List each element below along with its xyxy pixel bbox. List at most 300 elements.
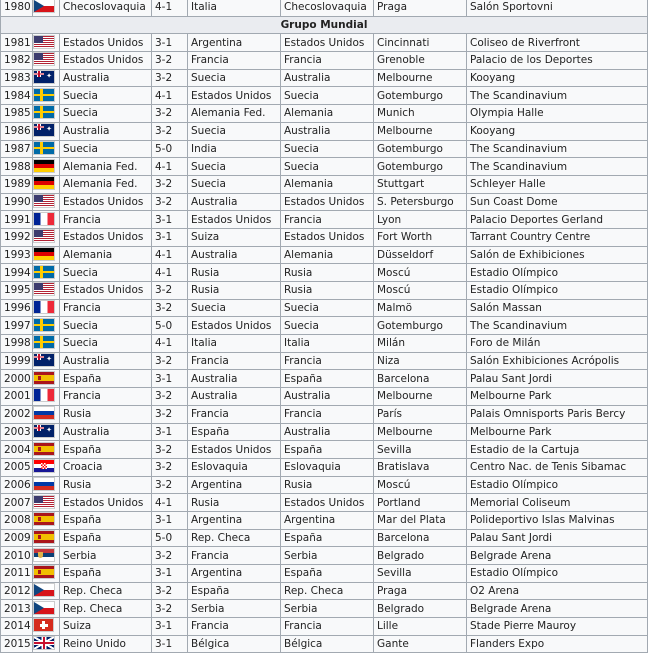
runner-up-cell: Australia bbox=[188, 246, 281, 264]
winner-cell: Alemania bbox=[60, 246, 152, 264]
score-cell: 4-1 bbox=[152, 335, 188, 353]
table-row bbox=[1, 282, 648, 300]
venue-country-cell: Bélgica bbox=[281, 635, 374, 653]
score-cell: 4-1 bbox=[152, 264, 188, 282]
year-cell: 1980 bbox=[1, 0, 33, 16]
flag-cell bbox=[33, 388, 60, 406]
winner-cell: España bbox=[60, 565, 152, 583]
country-flag-icon bbox=[34, 160, 54, 172]
country-flag-icon bbox=[34, 177, 54, 189]
city-cell: Lyon bbox=[374, 211, 467, 229]
venue-country-cell: Rusia bbox=[281, 282, 374, 300]
runner-up-cell: Francia bbox=[188, 405, 281, 423]
runner-up-cell: Francia bbox=[188, 618, 281, 636]
flag-cell bbox=[33, 635, 60, 653]
runner-up-cell: Estados Unidos bbox=[188, 317, 281, 335]
stadium-cell: O2 Arena bbox=[467, 582, 648, 600]
venue-country-cell: Australia bbox=[281, 122, 374, 140]
country-flag-icon bbox=[34, 0, 54, 12]
year-cell: 1992 bbox=[1, 228, 33, 246]
flag-cell bbox=[33, 352, 60, 370]
runner-up-cell: Estados Unidos bbox=[188, 441, 281, 459]
country-flag-icon bbox=[34, 336, 54, 348]
country-flag-icon bbox=[34, 89, 54, 101]
score-cell: 3-2 bbox=[152, 600, 188, 618]
city-cell: Melbourne bbox=[374, 122, 467, 140]
year-cell: 2004 bbox=[1, 441, 33, 459]
venue-country-cell: Eslovaquia bbox=[281, 458, 374, 476]
city-cell: Grenoble bbox=[374, 52, 467, 70]
runner-up-cell: Australia bbox=[188, 370, 281, 388]
city-cell: París bbox=[374, 405, 467, 423]
table-row bbox=[1, 635, 648, 653]
country-flag-icon bbox=[34, 195, 54, 207]
flag-cell bbox=[33, 175, 60, 193]
table-row bbox=[1, 140, 648, 158]
flag-cell bbox=[33, 511, 60, 529]
score-cell: 3-1 bbox=[152, 618, 188, 636]
stadium-cell: Memorial Coliseum bbox=[467, 494, 648, 512]
city-cell: Fort Worth bbox=[374, 228, 467, 246]
venue-country-cell: Rusia bbox=[281, 476, 374, 494]
flag-cell bbox=[33, 441, 60, 459]
year-cell: 2007 bbox=[1, 494, 33, 512]
runner-up-cell: Francia bbox=[188, 52, 281, 70]
runner-up-cell: Argentina bbox=[188, 511, 281, 529]
flag-cell bbox=[33, 122, 60, 140]
section-header-row bbox=[1, 16, 648, 34]
flag-cell bbox=[33, 618, 60, 636]
venue-country-cell: Suecia bbox=[281, 87, 374, 105]
stadium-cell: Salón de Exhibiciones bbox=[467, 246, 648, 264]
city-cell: Sevilla bbox=[374, 565, 467, 583]
venue-country-cell: España bbox=[281, 565, 374, 583]
flag-cell bbox=[33, 211, 60, 229]
city-cell: Bratislava bbox=[374, 458, 467, 476]
flag-cell bbox=[33, 228, 60, 246]
year-cell: 1997 bbox=[1, 317, 33, 335]
runner-up-cell: Argentina bbox=[188, 565, 281, 583]
flag-cell bbox=[33, 158, 60, 176]
winner-cell: Australia bbox=[60, 423, 152, 441]
year-cell: 1981 bbox=[1, 34, 33, 52]
flag-cell bbox=[33, 264, 60, 282]
year-cell: 2011 bbox=[1, 565, 33, 583]
city-cell: Lille bbox=[374, 618, 467, 636]
country-flag-icon bbox=[34, 354, 54, 366]
year-cell: 1987 bbox=[1, 140, 33, 158]
score-cell: 3-2 bbox=[152, 441, 188, 459]
city-cell: Gotemburgo bbox=[374, 317, 467, 335]
table-row bbox=[1, 211, 648, 229]
table-row bbox=[1, 529, 648, 547]
country-flag-icon bbox=[34, 53, 54, 65]
score-cell: 3-1 bbox=[152, 423, 188, 441]
table-row bbox=[1, 193, 648, 211]
flag-cell bbox=[33, 565, 60, 583]
winner-cell: Rep. Checa bbox=[60, 582, 152, 600]
runner-up-cell: Rusia bbox=[188, 494, 281, 512]
stadium-cell: The Scandinavium bbox=[467, 317, 648, 335]
city-cell: Melbourne bbox=[374, 69, 467, 87]
winner-cell: Rusia bbox=[60, 476, 152, 494]
venue-country-cell: Serbia bbox=[281, 547, 374, 565]
flag-cell bbox=[33, 547, 60, 565]
score-cell: 3-2 bbox=[152, 69, 188, 87]
table-row bbox=[1, 458, 648, 476]
city-cell: Gante bbox=[374, 635, 467, 653]
country-flag-icon bbox=[34, 106, 54, 118]
stadium-cell: Belgrade Arena bbox=[467, 547, 648, 565]
flag-cell bbox=[33, 69, 60, 87]
stadium-cell: The Scandinavium bbox=[467, 158, 648, 176]
city-cell: Barcelona bbox=[374, 370, 467, 388]
winner-cell: Australia bbox=[60, 352, 152, 370]
winner-cell: Estados Unidos bbox=[60, 34, 152, 52]
runner-up-cell: Rusia bbox=[188, 264, 281, 282]
table-row bbox=[1, 299, 648, 317]
score-cell: 4-1 bbox=[152, 494, 188, 512]
country-flag-icon bbox=[34, 71, 54, 83]
country-flag-icon bbox=[34, 283, 54, 295]
city-cell: Niza bbox=[374, 352, 467, 370]
venue-country-cell: Alemania bbox=[281, 175, 374, 193]
year-cell: 2013 bbox=[1, 600, 33, 618]
country-flag-icon bbox=[34, 319, 54, 331]
runner-up-cell: Australia bbox=[188, 193, 281, 211]
flag-cell bbox=[33, 299, 60, 317]
stadium-cell: Salón Sportovni bbox=[467, 0, 648, 16]
country-flag-icon bbox=[34, 531, 54, 543]
flag-cell bbox=[33, 458, 60, 476]
year-cell: 1985 bbox=[1, 105, 33, 123]
runner-up-cell: Francia bbox=[188, 352, 281, 370]
flag-cell bbox=[33, 600, 60, 618]
runner-up-cell: Suecia bbox=[188, 158, 281, 176]
score-cell: 3-2 bbox=[152, 388, 188, 406]
city-cell: Portland bbox=[374, 494, 467, 512]
venue-country-cell: Australia bbox=[281, 423, 374, 441]
runner-up-cell: Rusia bbox=[188, 282, 281, 300]
score-cell: 5-0 bbox=[152, 529, 188, 547]
year-cell: 2014 bbox=[1, 618, 33, 636]
venue-country-cell: Francia bbox=[281, 405, 374, 423]
runner-up-cell: Italia bbox=[188, 0, 281, 16]
winner-cell: Checoslovaquia bbox=[60, 0, 152, 16]
venue-country-cell: Rusia bbox=[281, 264, 374, 282]
flag-cell bbox=[33, 105, 60, 123]
score-cell: 3-2 bbox=[152, 476, 188, 494]
stadium-cell: Estadio Olímpico bbox=[467, 565, 648, 583]
city-cell: S. Petersburgo bbox=[374, 193, 467, 211]
stadium-cell: Estadio Olímpico bbox=[467, 264, 648, 282]
city-cell: Moscú bbox=[374, 476, 467, 494]
country-flag-icon bbox=[34, 637, 54, 649]
runner-up-cell: Australia bbox=[188, 388, 281, 406]
stadium-cell: Olympia Halle bbox=[467, 105, 648, 123]
city-cell: Barcelona bbox=[374, 529, 467, 547]
winner-cell: Suecia bbox=[60, 87, 152, 105]
venue-country-cell: Australia bbox=[281, 69, 374, 87]
country-flag-icon bbox=[34, 407, 54, 419]
winner-cell: Francia bbox=[60, 211, 152, 229]
city-cell: Gotemburgo bbox=[374, 87, 467, 105]
winner-cell: Estados Unidos bbox=[60, 228, 152, 246]
venue-country-cell: Francia bbox=[281, 618, 374, 636]
runner-up-cell: Francia bbox=[188, 547, 281, 565]
runner-up-cell: Serbia bbox=[188, 600, 281, 618]
runner-up-cell: Suecia bbox=[188, 122, 281, 140]
runner-up-cell: España bbox=[188, 423, 281, 441]
stadium-cell: Polideportivo Islas Malvinas bbox=[467, 511, 648, 529]
flag-cell bbox=[33, 282, 60, 300]
stadium-cell: Flanders Expo bbox=[467, 635, 648, 653]
winner-cell: España bbox=[60, 370, 152, 388]
venue-country-cell: Francia bbox=[281, 211, 374, 229]
runner-up-cell: Eslovaquia bbox=[188, 458, 281, 476]
table-row bbox=[1, 69, 648, 87]
score-cell: 5-0 bbox=[152, 317, 188, 335]
score-cell: 3-2 bbox=[152, 582, 188, 600]
stadium-cell: Palau Sant Jordi bbox=[467, 529, 648, 547]
year-cell: 2015 bbox=[1, 635, 33, 653]
year-cell: 2003 bbox=[1, 423, 33, 441]
venue-country-cell: Alemania bbox=[281, 105, 374, 123]
winner-cell: Estados Unidos bbox=[60, 193, 152, 211]
year-cell: 2000 bbox=[1, 370, 33, 388]
city-cell: Mar del Plata bbox=[374, 511, 467, 529]
runner-up-cell: India bbox=[188, 140, 281, 158]
city-cell: Cincinnati bbox=[374, 34, 467, 52]
winner-cell: Suecia bbox=[60, 335, 152, 353]
table-row bbox=[1, 158, 648, 176]
city-cell: Melbourne bbox=[374, 388, 467, 406]
stadium-cell: Kooyang bbox=[467, 122, 648, 140]
year-cell: 2001 bbox=[1, 388, 33, 406]
flag-cell bbox=[33, 0, 60, 16]
table-body bbox=[1, 0, 648, 653]
year-cell: 1998 bbox=[1, 335, 33, 353]
table-row bbox=[1, 494, 648, 512]
venue-country-cell: Italia bbox=[281, 335, 374, 353]
table-row bbox=[1, 352, 648, 370]
city-cell: Praga bbox=[374, 582, 467, 600]
city-cell: Gotemburgo bbox=[374, 158, 467, 176]
winner-cell: España bbox=[60, 529, 152, 547]
winner-cell: Suecia bbox=[60, 317, 152, 335]
year-cell: 2006 bbox=[1, 476, 33, 494]
winner-cell: Suecia bbox=[60, 105, 152, 123]
stadium-cell: Tarrant Country Centre bbox=[467, 228, 648, 246]
table-row bbox=[1, 600, 648, 618]
score-cell: 3-2 bbox=[152, 299, 188, 317]
winner-cell: Estados Unidos bbox=[60, 494, 152, 512]
country-flag-icon bbox=[34, 372, 54, 384]
year-cell: 1989 bbox=[1, 175, 33, 193]
country-flag-icon bbox=[34, 549, 54, 561]
winner-cell: Francia bbox=[60, 388, 152, 406]
runner-up-cell: Argentina bbox=[188, 34, 281, 52]
city-cell: Malmö bbox=[374, 299, 467, 317]
stadium-cell: Centro Nac. de Tenis Sibamac bbox=[467, 458, 648, 476]
venue-country-cell: Francia bbox=[281, 52, 374, 70]
winner-cell: Australia bbox=[60, 69, 152, 87]
venue-country-cell: Argentina bbox=[281, 511, 374, 529]
city-cell: Sevilla bbox=[374, 441, 467, 459]
runner-up-cell: Rep. Checa bbox=[188, 529, 281, 547]
stadium-cell: Estadio Olímpico bbox=[467, 476, 648, 494]
winner-cell: Estados Unidos bbox=[60, 52, 152, 70]
runner-up-cell: Estados Unidos bbox=[188, 211, 281, 229]
stadium-cell: Sun Coast Dome bbox=[467, 193, 648, 211]
table-row bbox=[1, 388, 648, 406]
country-flag-icon bbox=[34, 584, 54, 596]
stadium-cell: The Scandinavium bbox=[467, 140, 648, 158]
city-cell: Belgrado bbox=[374, 600, 467, 618]
table-row bbox=[1, 317, 648, 335]
year-cell: 1995 bbox=[1, 282, 33, 300]
venue-country-cell: España bbox=[281, 529, 374, 547]
country-flag-icon bbox=[34, 513, 54, 525]
flag-cell bbox=[33, 34, 60, 52]
flag-cell bbox=[33, 140, 60, 158]
runner-up-cell: Italia bbox=[188, 335, 281, 353]
stadium-cell: Estadio Olímpico bbox=[467, 282, 648, 300]
section-title: Grupo Mundial bbox=[1, 16, 648, 34]
venue-country-cell: Alemania bbox=[281, 246, 374, 264]
score-cell: 3-2 bbox=[152, 458, 188, 476]
table-row bbox=[1, 175, 648, 193]
stadium-cell: Kooyang bbox=[467, 69, 648, 87]
country-flag-icon bbox=[34, 425, 54, 437]
winner-cell: Suiza bbox=[60, 618, 152, 636]
table-row bbox=[1, 405, 648, 423]
score-cell: 3-2 bbox=[152, 282, 188, 300]
country-flag-icon bbox=[34, 266, 54, 278]
flag-cell bbox=[33, 335, 60, 353]
runner-up-cell: Argentina bbox=[188, 476, 281, 494]
table-row bbox=[1, 547, 648, 565]
score-cell: 3-1 bbox=[152, 511, 188, 529]
winner-cell: Francia bbox=[60, 299, 152, 317]
table-row bbox=[1, 335, 648, 353]
score-cell: 3-2 bbox=[152, 193, 188, 211]
year-cell: 1990 bbox=[1, 193, 33, 211]
runner-up-cell: Alemania Fed. bbox=[188, 105, 281, 123]
country-flag-icon bbox=[34, 389, 54, 401]
city-cell: Belgrado bbox=[374, 547, 467, 565]
score-cell: 3-1 bbox=[152, 370, 188, 388]
venue-country-cell: Checoslovaquia bbox=[281, 0, 374, 16]
flag-cell bbox=[33, 87, 60, 105]
venue-country-cell: España bbox=[281, 441, 374, 459]
runner-up-cell: Suecia bbox=[188, 175, 281, 193]
city-cell: Milán bbox=[374, 335, 467, 353]
city-cell: Stuttgart bbox=[374, 175, 467, 193]
venue-country-cell: Estados Unidos bbox=[281, 34, 374, 52]
year-cell: 1999 bbox=[1, 352, 33, 370]
venue-country-cell: Suecia bbox=[281, 299, 374, 317]
runner-up-cell: Estados Unidos bbox=[188, 87, 281, 105]
country-flag-icon bbox=[34, 36, 54, 48]
country-flag-icon bbox=[34, 443, 54, 455]
winner-cell: Alemania Fed. bbox=[60, 175, 152, 193]
winner-cell: Croacia bbox=[60, 458, 152, 476]
venue-country-cell: Suecia bbox=[281, 140, 374, 158]
year-cell: 1983 bbox=[1, 69, 33, 87]
table-row bbox=[1, 105, 648, 123]
table-row bbox=[1, 0, 648, 16]
score-cell: 3-2 bbox=[152, 122, 188, 140]
country-flag-icon bbox=[34, 124, 54, 136]
score-cell: 3-2 bbox=[152, 547, 188, 565]
score-cell: 4-1 bbox=[152, 158, 188, 176]
flag-cell bbox=[33, 423, 60, 441]
venue-country-cell: Australia bbox=[281, 388, 374, 406]
venue-country-cell: Rep. Checa bbox=[281, 582, 374, 600]
table-row bbox=[1, 246, 648, 264]
year-cell: 2008 bbox=[1, 511, 33, 529]
stadium-cell: Foro de Milán bbox=[467, 335, 648, 353]
runner-up-cell: España bbox=[188, 582, 281, 600]
table-row bbox=[1, 52, 648, 70]
winner-cell: Australia bbox=[60, 122, 152, 140]
stadium-cell: Coliseo de Riverfront bbox=[467, 34, 648, 52]
venue-country-cell: España bbox=[281, 370, 374, 388]
country-flag-icon bbox=[34, 602, 54, 614]
score-cell: 3-1 bbox=[152, 34, 188, 52]
stadium-cell: Salón Exhibiciones Acrópolis bbox=[467, 352, 648, 370]
stadium-cell: Palais Omnisports Paris Bercy bbox=[467, 405, 648, 423]
flag-cell bbox=[33, 582, 60, 600]
score-cell: 4-1 bbox=[152, 0, 188, 16]
stadium-cell: Salón Massan bbox=[467, 299, 648, 317]
score-cell: 4-1 bbox=[152, 87, 188, 105]
score-cell: 3-2 bbox=[152, 352, 188, 370]
winner-cell: España bbox=[60, 441, 152, 459]
table-row bbox=[1, 423, 648, 441]
city-cell: Moscú bbox=[374, 282, 467, 300]
stadium-cell: Belgrade Arena bbox=[467, 600, 648, 618]
winner-cell: Serbia bbox=[60, 547, 152, 565]
venue-country-cell: Suecia bbox=[281, 158, 374, 176]
country-flag-icon bbox=[34, 142, 54, 154]
table-row bbox=[1, 441, 648, 459]
score-cell: 5-0 bbox=[152, 140, 188, 158]
year-cell: 1996 bbox=[1, 299, 33, 317]
city-cell: Moscú bbox=[374, 264, 467, 282]
flag-cell bbox=[33, 370, 60, 388]
winner-cell: Rep. Checa bbox=[60, 600, 152, 618]
runner-up-cell: Suecia bbox=[188, 299, 281, 317]
score-cell: 3-2 bbox=[152, 175, 188, 193]
year-cell: 2012 bbox=[1, 582, 33, 600]
score-cell: 3-1 bbox=[152, 211, 188, 229]
stadium-cell: Palau Sant Jordi bbox=[467, 370, 648, 388]
country-flag-icon bbox=[34, 248, 54, 260]
stadium-cell: Stade Pierre Mauroy bbox=[467, 618, 648, 636]
year-cell: 1986 bbox=[1, 122, 33, 140]
stadium-cell: Palacio de los Deportes bbox=[467, 52, 648, 70]
flag-cell bbox=[33, 193, 60, 211]
winner-cell: Suecia bbox=[60, 140, 152, 158]
winner-cell: Estados Unidos bbox=[60, 282, 152, 300]
winner-cell: Rusia bbox=[60, 405, 152, 423]
score-cell: 4-1 bbox=[152, 246, 188, 264]
table-row bbox=[1, 370, 648, 388]
year-cell: 1994 bbox=[1, 264, 33, 282]
year-cell: 2005 bbox=[1, 458, 33, 476]
